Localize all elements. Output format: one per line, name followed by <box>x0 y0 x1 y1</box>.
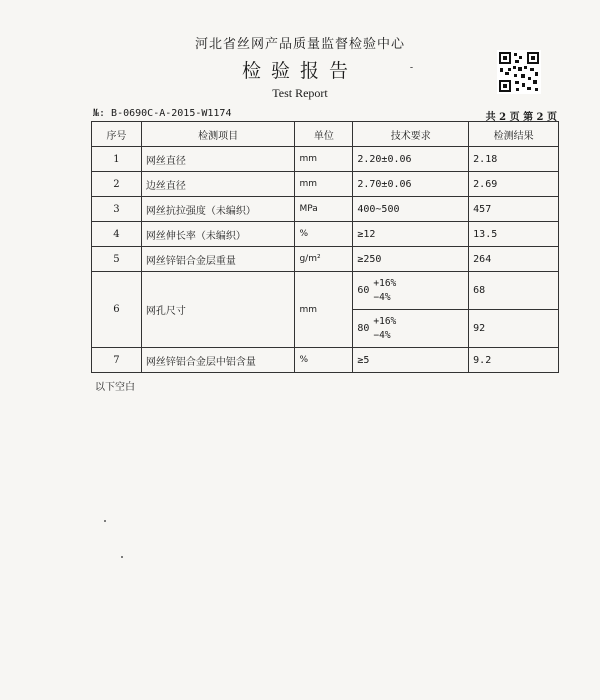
row-unit: mm <box>295 172 353 197</box>
row-requirement: 400~500 <box>353 197 469 222</box>
tolerance-spec <box>357 315 396 343</box>
table-row <box>92 247 559 272</box>
row-number: 7 <box>92 348 142 373</box>
table-row <box>92 147 559 172</box>
header-unit: 单位 <box>295 122 353 147</box>
nominal-size: 60 <box>357 285 370 296</box>
tolerance-spec <box>357 277 396 305</box>
header-seq: 序号 <box>92 122 142 147</box>
report-subtitle: Test Report <box>272 86 328 100</box>
nominal-size: 80 <box>357 323 370 334</box>
row-result: 2.69 <box>469 172 559 197</box>
table-row <box>92 222 559 247</box>
row-item: 网丝锌铝合金层重量 <box>141 247 295 272</box>
row-item: 网孔尺寸 <box>141 272 295 348</box>
row-requirement: 2.20±0.06 <box>353 147 469 172</box>
row-number: 2 <box>92 172 142 197</box>
tolerance-plus: +16% <box>373 315 397 327</box>
row-item: 网丝锌铝合金层中铝含量 <box>141 348 295 373</box>
inspection-center-name: 河北省丝网产品质量监督检验中心 <box>194 37 405 52</box>
tolerance-plus: +16% <box>373 277 397 289</box>
row-result: 9.2 <box>469 348 559 373</box>
row-requirement: 2.70±0.06 <box>353 172 469 197</box>
row-requirement <box>353 310 469 348</box>
tolerance-minus: −4% <box>373 291 391 303</box>
row-unit: MPa <box>295 197 353 222</box>
row-requirement <box>353 272 469 310</box>
row-item: 网丝抗拉强度（未编织） <box>141 197 295 222</box>
row-number: 4 <box>92 222 142 247</box>
row-requirement: ≥5 <box>353 348 469 373</box>
row-result: 457 <box>469 197 559 222</box>
row-requirement: ≥250 <box>353 247 469 272</box>
table-row <box>92 172 559 197</box>
row-result: 92 <box>469 310 559 348</box>
row-item: 网丝伸长率（未编织） <box>141 222 295 247</box>
report-title: 检验报告 <box>241 60 358 82</box>
header-requirement: 技术要求 <box>353 122 469 147</box>
scan-speck <box>410 67 413 68</box>
row-result: 264 <box>469 247 559 272</box>
tolerance-stack <box>373 315 396 343</box>
scan-speck <box>121 556 123 558</box>
row-unit: mm <box>295 147 353 172</box>
results-table <box>91 121 559 373</box>
table-row <box>92 272 559 310</box>
row-number: 1 <box>92 147 142 172</box>
row-unit: g/m² <box>295 247 353 272</box>
row-unit: % <box>295 222 353 247</box>
row-requirement: ≥12 <box>353 222 469 247</box>
blank-below-note: 以下空白 <box>95 382 135 393</box>
tolerance-minus: −4% <box>373 329 391 341</box>
report-number: №: B-0690C-A-2015-W1174 <box>93 108 232 119</box>
row-unit: % <box>295 348 353 373</box>
header-result: 检测结果 <box>469 122 559 147</box>
tolerance-stack <box>373 277 396 305</box>
page-count: 共 2 页 第 2 页 <box>485 112 557 123</box>
table-header-row <box>92 122 559 147</box>
header-item: 检测项目 <box>141 122 295 147</box>
row-unit: mm <box>295 272 353 348</box>
table-row <box>92 197 559 222</box>
row-item: 网丝直径 <box>141 147 295 172</box>
row-number: 6 <box>92 272 142 348</box>
table-row <box>92 348 559 373</box>
scan-speck <box>104 520 106 522</box>
row-result: 2.18 <box>469 147 559 172</box>
row-item: 边丝直径 <box>141 172 295 197</box>
qr-code-icon <box>497 50 541 94</box>
row-number: 3 <box>92 197 142 222</box>
row-result: 68 <box>469 272 559 310</box>
row-result: 13.5 <box>469 222 559 247</box>
row-number: 5 <box>92 247 142 272</box>
